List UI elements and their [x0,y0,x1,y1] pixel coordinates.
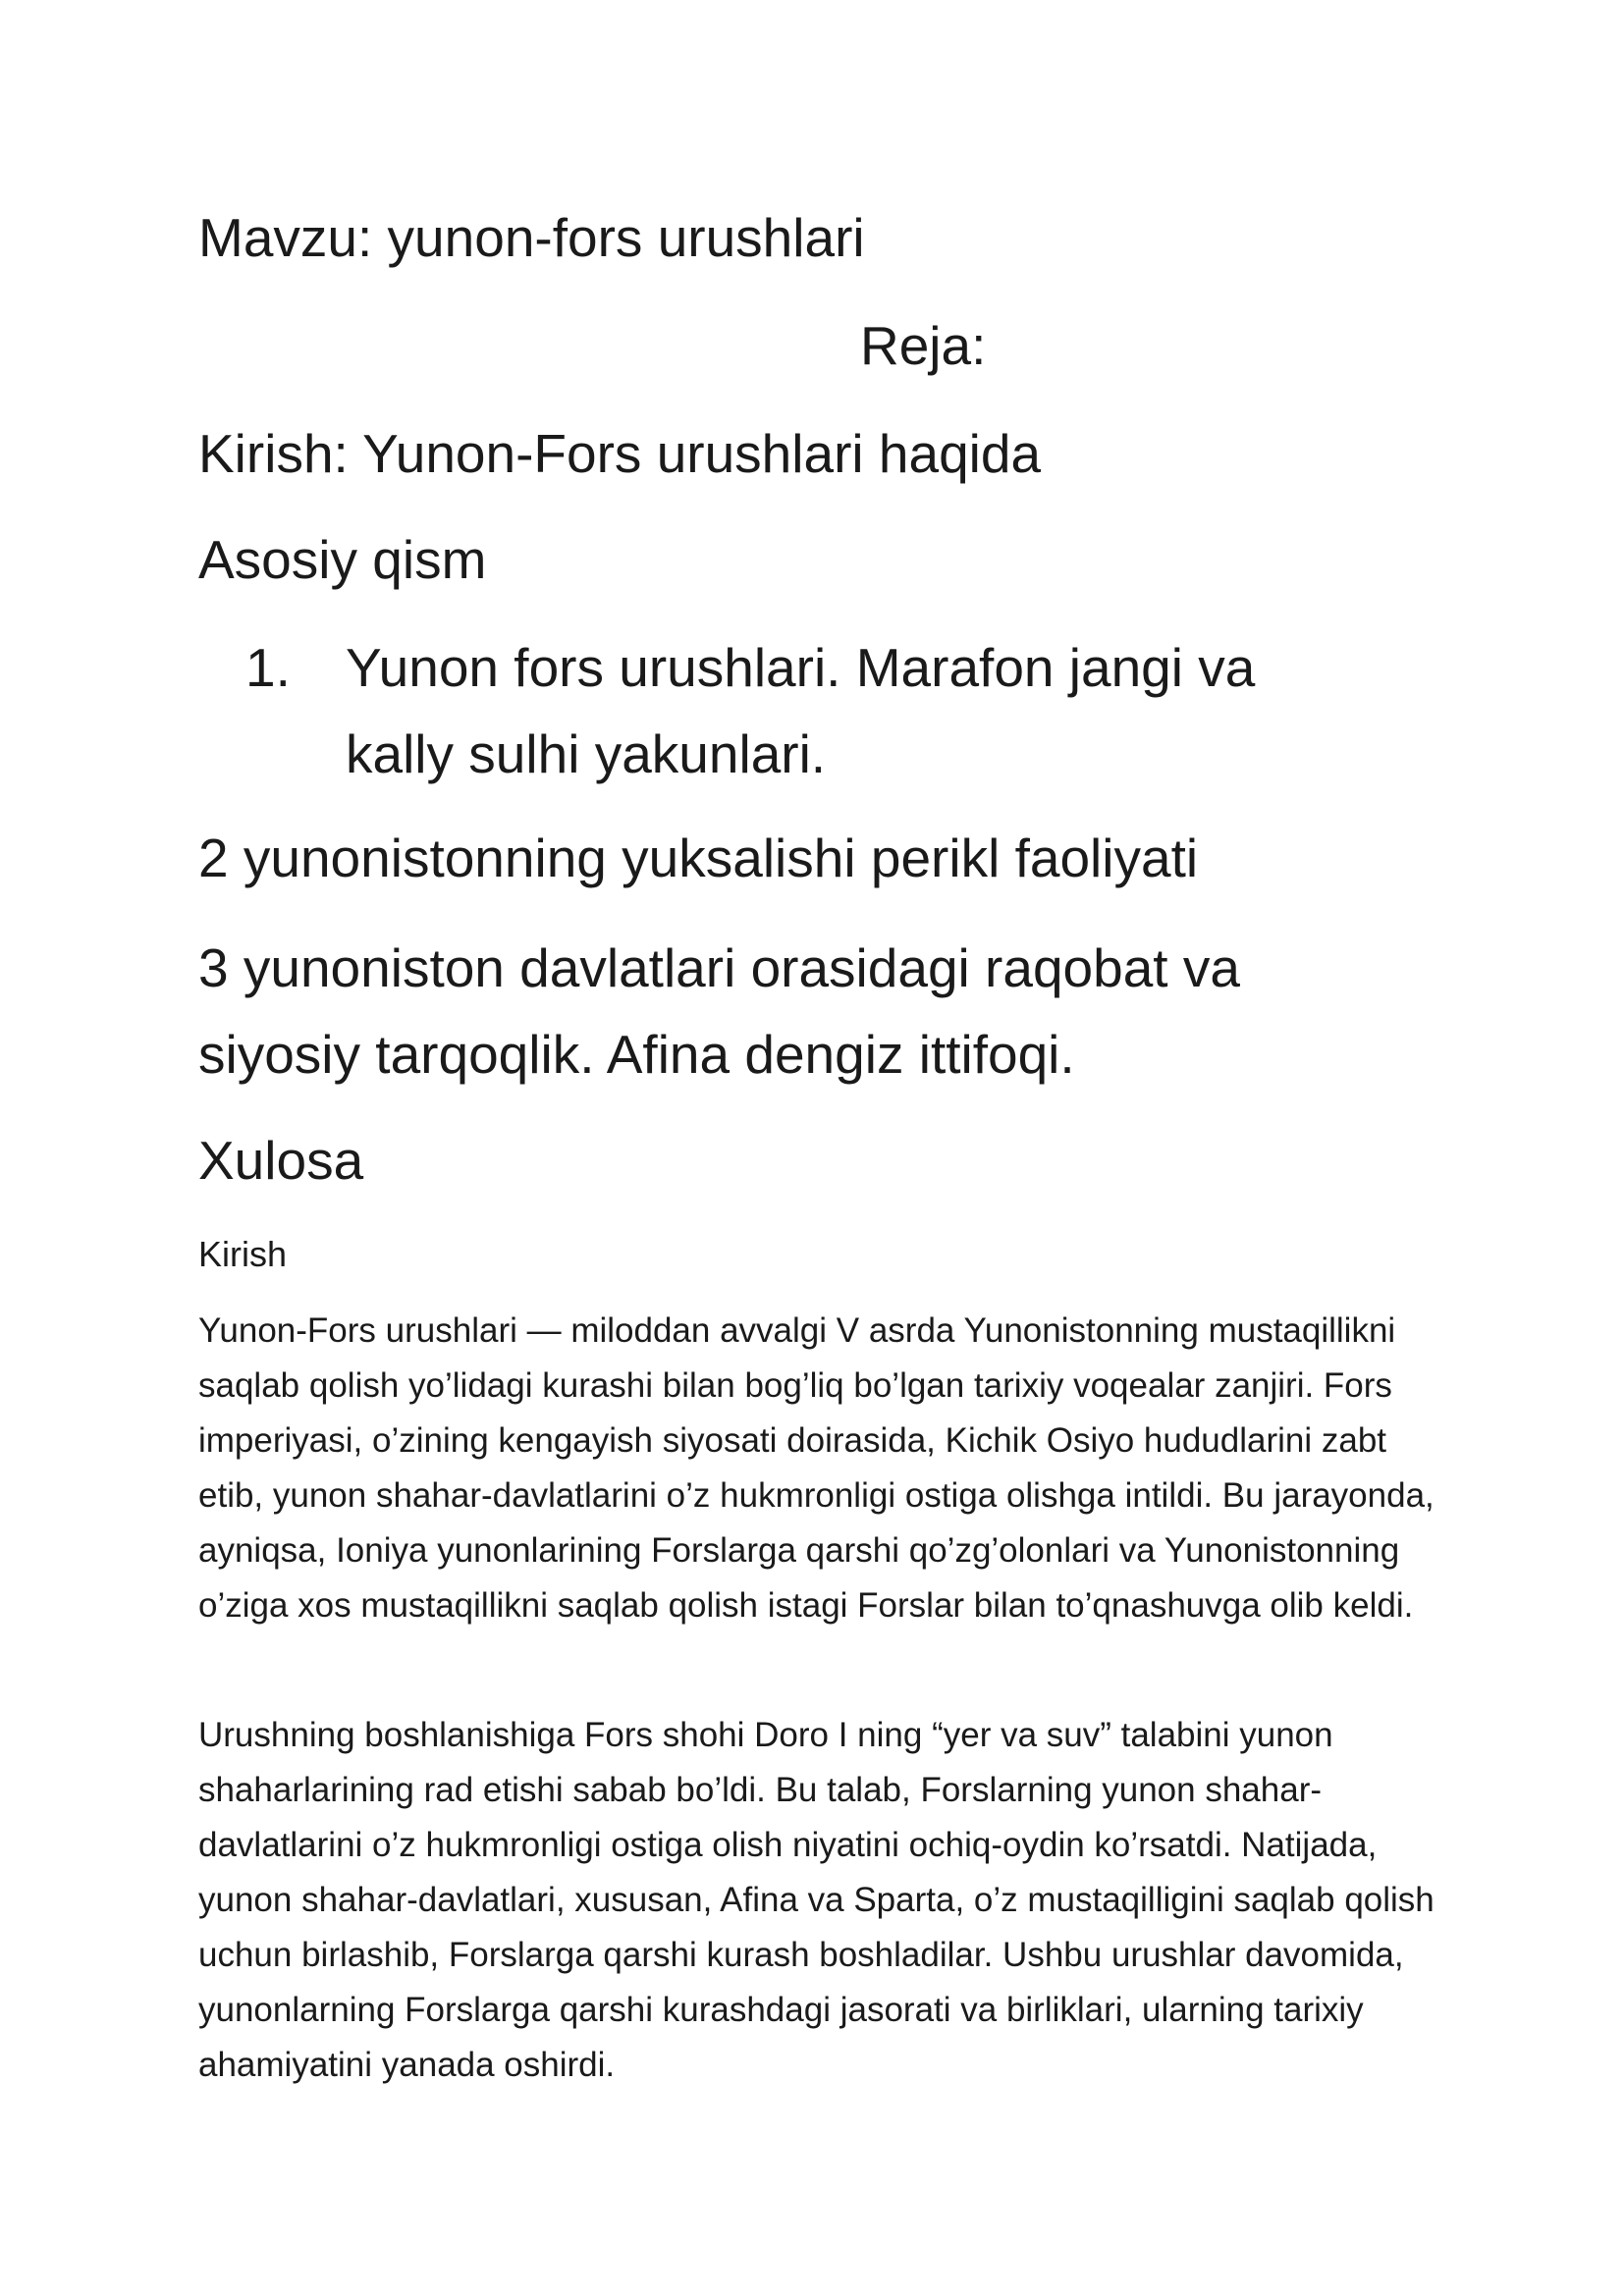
plan-item-1 [245,624,1375,797]
document-title: Mavzu: yunon-fors urushlari [198,207,865,268]
plan-item-text: Yunon fors urushlari. Marafon jangi va kally sulhi yakunlari. [346,637,1256,784]
section-heading: Kirish [198,1234,288,1274]
plan-main-part: Asosiy qism [198,529,487,590]
plan-heading: Reja: [860,315,987,376]
plan-item-2: 2 yunonistonning yuksalishi perikl faoliyati [198,828,1199,888]
plan-item-3: 3 yunoniston davlatlari orasidagi raqobat va siyosiy tarqoqlik. Afina dengiz ittifoqi. [198,937,1240,1085]
plan-conclusion: Xulosa [198,1130,364,1191]
paragraph: Yunon-Fors urushlari — miloddan avvalgi V asrda Yunonistonning mustaqillikni saqlab qolish yo’lidagi kurashi bilan bog’liq bo’lgan tarixiy voqealar zanjiri. Fors imperiyasi, o’zining kengayish siyosati doirasida, Kichik Osiyo hududlarini zabt etib, yunon shahar-davlatlarini o’z hukmronligi ostiga olishga intildi. Bu jarayonda, ayniqsa, Ioniya yunonlarining Forslarga qarshi qo’zg’olonlari va Yunonistonning o’ziga xos mustaqillikni saqlab qolish istagi Forslar bilan to’qnashuvga olib keldi. [198,1311,1435,1625]
paragraph: Urushning boshlanishiga Fors shohi Doro I ning “yer va suv” talabini yunon shaharlarining rad etishi sabab bo’ldi. Bu talab, Forslarning yunon shahar-davlatlarini o’z hukmronligi ostiga olish niyatini ochiq-oydin ko’rsatdi. Natijada, yunon shahar-davlatlari, xususan, Afina va Sparta, o’z mustaqilligini saqlab qolish uchun birlashib, Forslarga qarshi kurash boshladilar. Ushbu urushlar davomida, yunonlarning Forslarga qarshi kurashdagi jasorati va birliklari, ularning tarixiy ahamiyatini yanada oshirdi. [198,1716,1435,2084]
plan-intro: Kirish: Yunon-Fors urushlari haqida [198,423,1042,484]
plan-item-number: 1. [245,637,291,698]
